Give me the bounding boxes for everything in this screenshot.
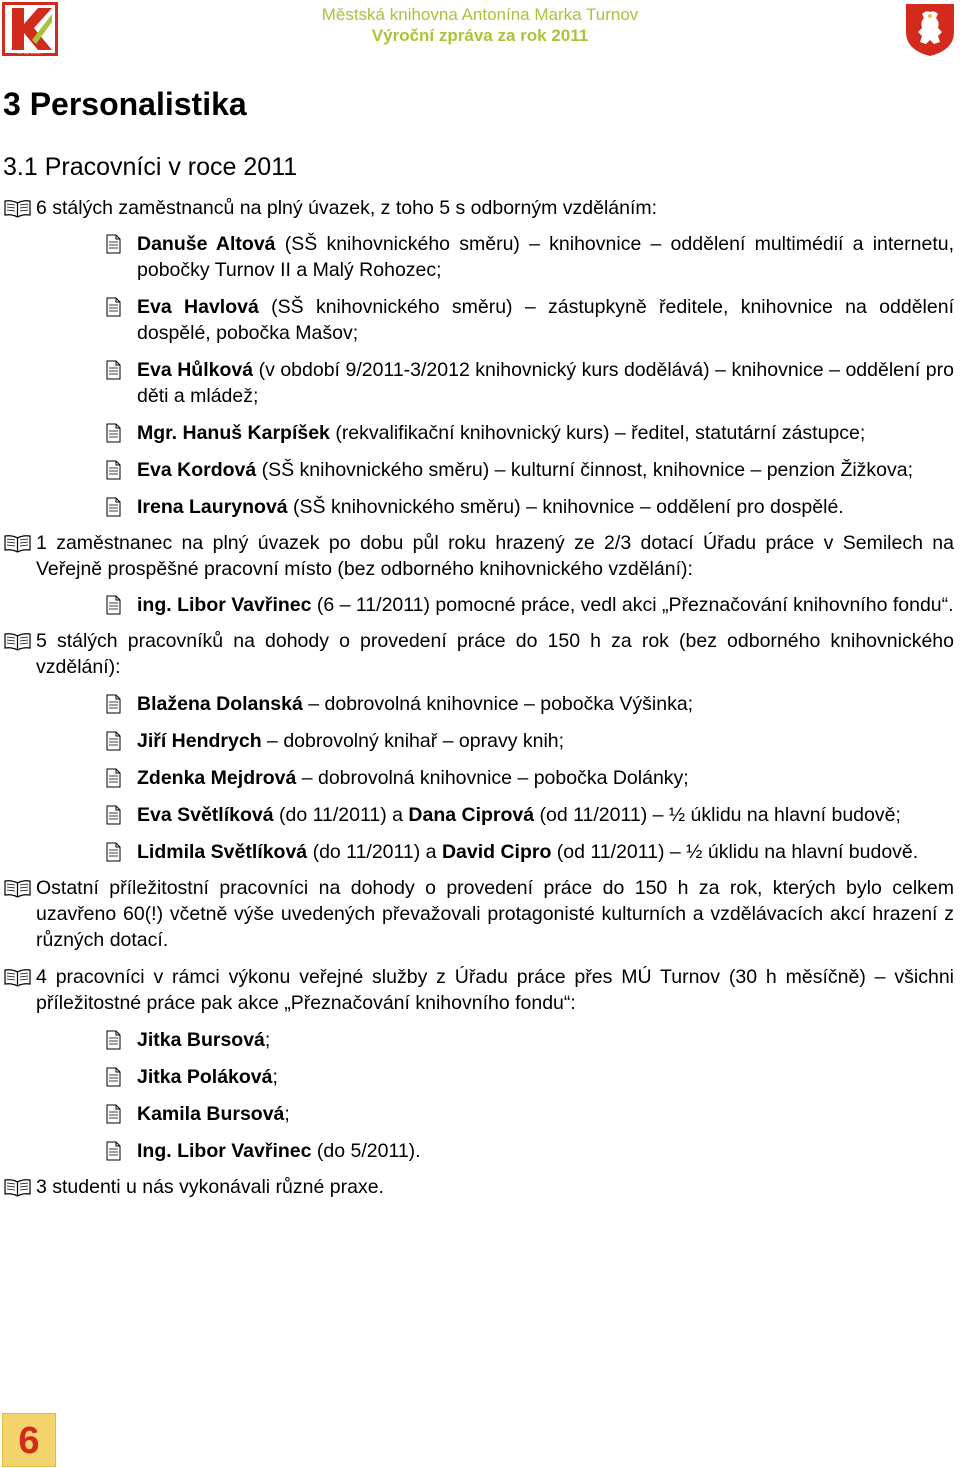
coat-of-arms [904,2,956,58]
list-item: Ing. Libor Vavřinec (do 5/2011). [104,1138,954,1164]
page-header [0,5,960,47]
document-icon [106,805,121,825]
document-icon [106,1141,121,1161]
list-item: 5 stálých pracovníků na dohody o provedení práce do 150 h za rok (bez odborného knihovnického vzdělání): [4,628,954,680]
list-item: Ostatní příležitostní pracovníci na dohody o provedení práce do 150 h za rok, kterých bylo celkem uzavřeno 60(!) včetně výše uvedených převažovali protagonisté kulturních a vzdělávacích akcí hrazení z různých dotací. [4,875,954,953]
open-book-icon [4,199,31,218]
list-item: Jiří Hendrych – dobrovolný knihař – opravy knih; [104,728,954,754]
open-book-icon [4,1178,31,1197]
list-item: 4 pracovníci v rámci výkonu veřejné služby z Úřadu práce přes MÚ Turnov (30 h měsíčně) – všichni příležitostné práce pak akce „Přeznačování knihovního fondu“: [4,964,954,1016]
document-icon [106,1030,121,1050]
document-icon [106,768,121,788]
list-item: Kamila Bursová; [104,1101,954,1127]
list-item: Blažena Dolanská – dobrovolná knihovnice – pobočka Výšinka; [104,691,954,717]
document-icon [106,1104,121,1124]
document-icon [106,694,121,714]
document-icon [106,460,121,480]
logo-text-bottom: A. MARKA [18,50,42,56]
document-icon [106,1067,121,1087]
document-icon [106,297,121,317]
open-book-icon [4,968,31,987]
document-icon [106,360,121,380]
list-item: Lidmila Světlíková (do 11/2011) a David Cipro (od 11/2011) – ½ úklidu na hlavní budově. [104,839,954,865]
list-item: Mgr. Hanuš Karpíšek (rekvalifikační knihovnický kurs) – ředitel, statutární zástupce; [104,420,954,446]
section-heading: 3 Personalistika [3,86,247,122]
document-icon [106,842,121,862]
list-item: Zdenka Mejdrová – dobrovolná knihovnice – pobočka Dolánky; [104,765,954,791]
list-item: 6 stálých zaměstnanců na plný úvazek, z toho 5 s odborným vzděláním: [4,195,954,221]
list-item: Eva Světlíková (do 11/2011) a Dana Ciprová (od 11/2011) – ½ úklidu na hlavní budově; [104,802,954,828]
list-item: Eva Hůlková (v období 9/2011-3/2012 knihovnický kurs dodělává) – knihovnice – oddělení pro děti a mládež; [104,357,954,409]
open-book-icon [4,534,31,553]
open-book-icon [4,632,31,651]
list-item: Jitka Bursová; [104,1027,954,1053]
list-item: Eva Havlová (SŠ knihovnického směru) – zástupkyně ředitele, knihovnice na oddělení dospělé, pobočka Mašov; [104,294,954,346]
list-item: Eva Kordová (SŠ knihovnického směru) – kulturní činnost, knihovnice – penzion Žižkova; [104,457,954,483]
document-icon [106,595,121,615]
subsection-heading: 3.1 Pracovníci v roce 2011 [3,153,298,181]
report-title: Výroční zpráva za rok 2011 [371,26,589,45]
list-item: ing. Libor Vavřinec (6 – 11/2011) pomocné práce, vedl akci „Přeznačování knihovního fondu“. [104,592,954,618]
document-icon [106,234,121,254]
document-icon [106,497,121,517]
page-number: 6 [2,1413,56,1467]
institution-name: Městská knihovna Antonína Marka Turnov [321,5,639,24]
list-item: Irena Laurynová (SŠ knihovnického směru) – knihovnice – oddělení pro dospělé. [104,494,954,520]
document-icon [106,423,121,443]
open-book-icon [4,879,31,898]
list-item: 3 studenti u nás vykonávali různé praxe. [4,1174,954,1200]
list-item: Jitka Poláková; [104,1064,954,1090]
document-icon [106,731,121,751]
list-item: Danuše Altová (SŠ knihovnického směru) – knihovnice – oddělení multimédií a internetu, pobočky Turnov II a Malý Rohozec; [104,231,954,283]
staff-list [4,195,954,1200]
list-item: 1 zaměstnanec na plný úvazek po dobu půl roku hrazený ze 2/3 dotací Úřadu práce v Semilech na Veřejně prospěšné pracovní místo (bez odborného knihovnického vzdělání): [4,530,954,582]
